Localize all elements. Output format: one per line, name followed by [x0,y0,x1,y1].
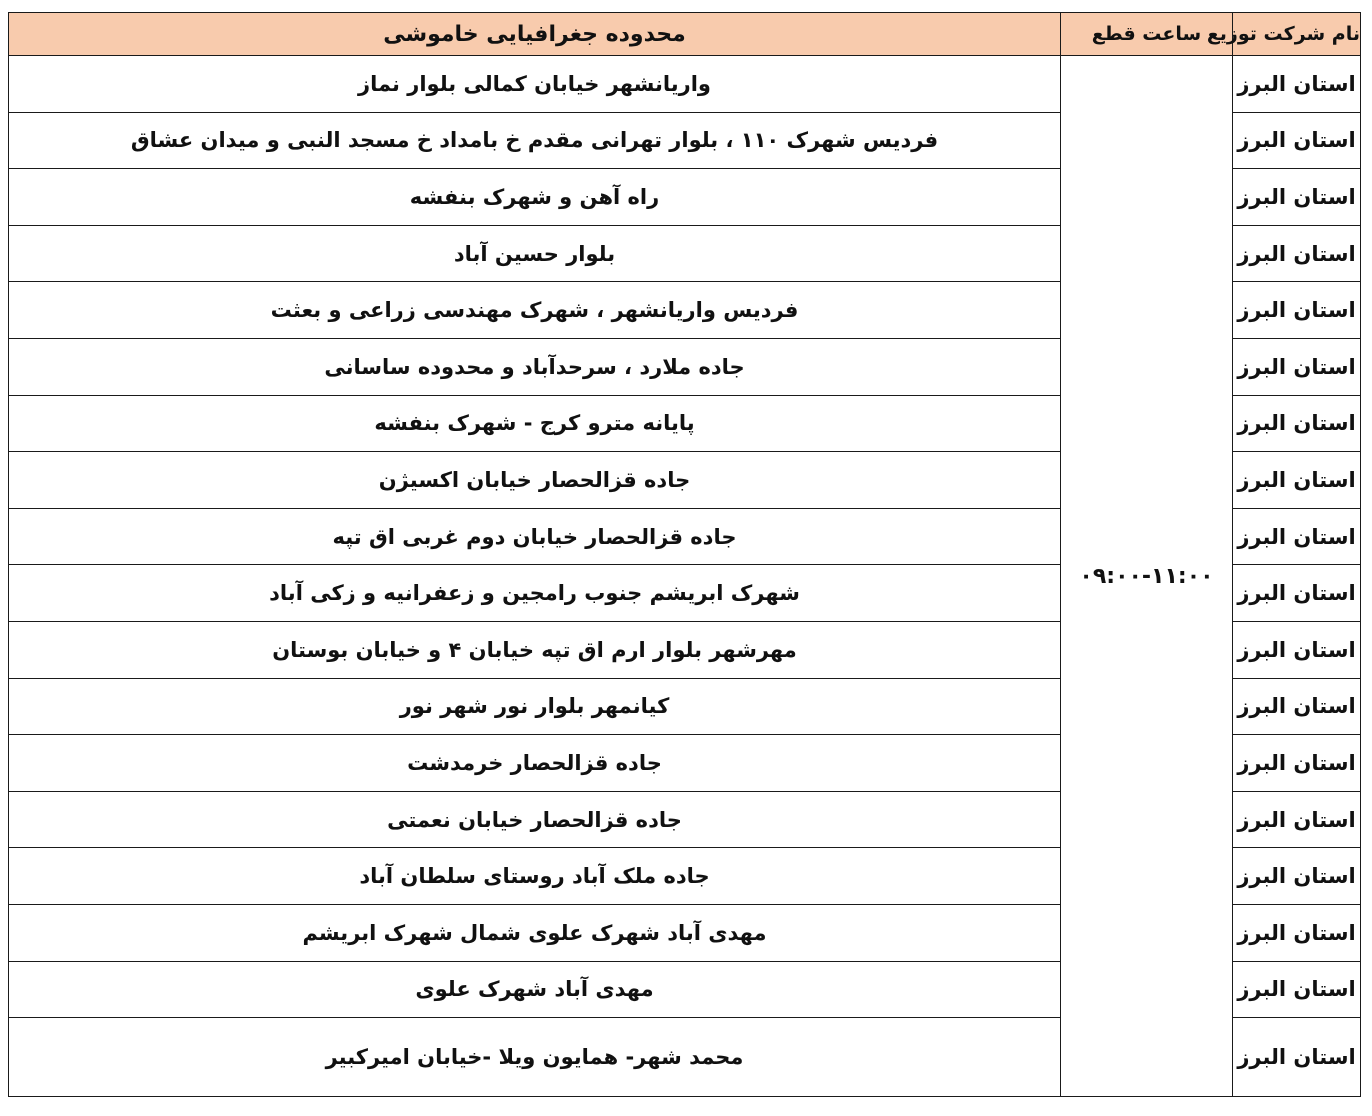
company-cell: استان البرز [1233,961,1361,1018]
area-cell: مهدی آباد شهرک علوی شمال شهرک ابریشم [9,904,1061,961]
company-cell: استان البرز [1233,621,1361,678]
area-cell: بلوار حسین آباد [9,225,1061,282]
company-cell: استان البرز [1233,735,1361,792]
area-cell: کیانمهر بلوار نور شهر نور [9,678,1061,735]
outage-table [8,12,1361,1097]
company-cell: استان البرز [1233,565,1361,622]
company-cell: استان البرز [1233,56,1361,113]
company-cell: استان البرز [1233,169,1361,226]
area-cell: مهرشهر بلوار ارم اق تپه خیابان ۴ و خیابان بوستان [9,621,1061,678]
area-cell: جاده قزالحصار خیابان دوم غربی اق تپه [9,508,1061,565]
company-cell: استان البرز [1233,112,1361,169]
outage-time-cell: ۰۹:۰۰-۱۱:۰۰ [1061,56,1233,1097]
company-cell: استان البرز [1233,1018,1361,1097]
table-body [9,56,1361,1097]
area-cell: جاده قزالحصار خیابان اکسیژن [9,452,1061,509]
company-cell: استان البرز [1233,678,1361,735]
area-cell: فردیس واریانشهر ، شهرک مهندسی زراعی و بعثت [9,282,1061,339]
table-header-row [9,13,1361,56]
area-cell: جاده ملک آباد روستای سلطان آباد [9,848,1061,905]
area-cell: فردیس شهرک ۱۱۰ ، بلوار تهرانی مقدم خ بامداد خ مسجد النبی و میدان عشاق [9,112,1061,169]
company-cell: استان البرز [1233,508,1361,565]
header-area: محدوده جغرافیایی خاموشی [9,13,1061,56]
area-cell: مهدی آباد شهرک علوی [9,961,1061,1018]
area-cell: محمد شهر- همایون ویلا -خیابان امیرکبیر [9,1018,1061,1097]
area-cell: جاده ملارد ، سرحدآباد و محدوده ساسانی [9,338,1061,395]
area-cell: جاده قزالحصار خرمدشت [9,735,1061,792]
company-cell: استان البرز [1233,848,1361,905]
company-cell: استان البرز [1233,452,1361,509]
company-cell: استان البرز [1233,395,1361,452]
area-cell: شهرک ابریشم جنوب رامجین و زعفرانیه و زکی آباد [9,565,1061,622]
area-cell: پایانه مترو کرج - شهرک بنفشه [9,395,1061,452]
company-cell: استان البرز [1233,904,1361,961]
area-cell: راه آهن و شهرک بنفشه [9,169,1061,226]
header-company: نام شرکت توزیع [1233,13,1361,56]
company-cell: استان البرز [1233,791,1361,848]
company-cell: استان البرز [1233,338,1361,395]
table-row [9,56,1361,113]
outage-schedule-sheet [9,12,1361,1097]
area-cell: جاده قزالحصار خیابان نعمتی [9,791,1061,848]
area-cell: واریانشهر خیابان کمالی بلوار نماز [9,56,1061,113]
company-cell: استان البرز [1233,282,1361,339]
header-outage-time: ساعت قطع [1061,13,1233,56]
company-cell: استان البرز [1233,225,1361,282]
